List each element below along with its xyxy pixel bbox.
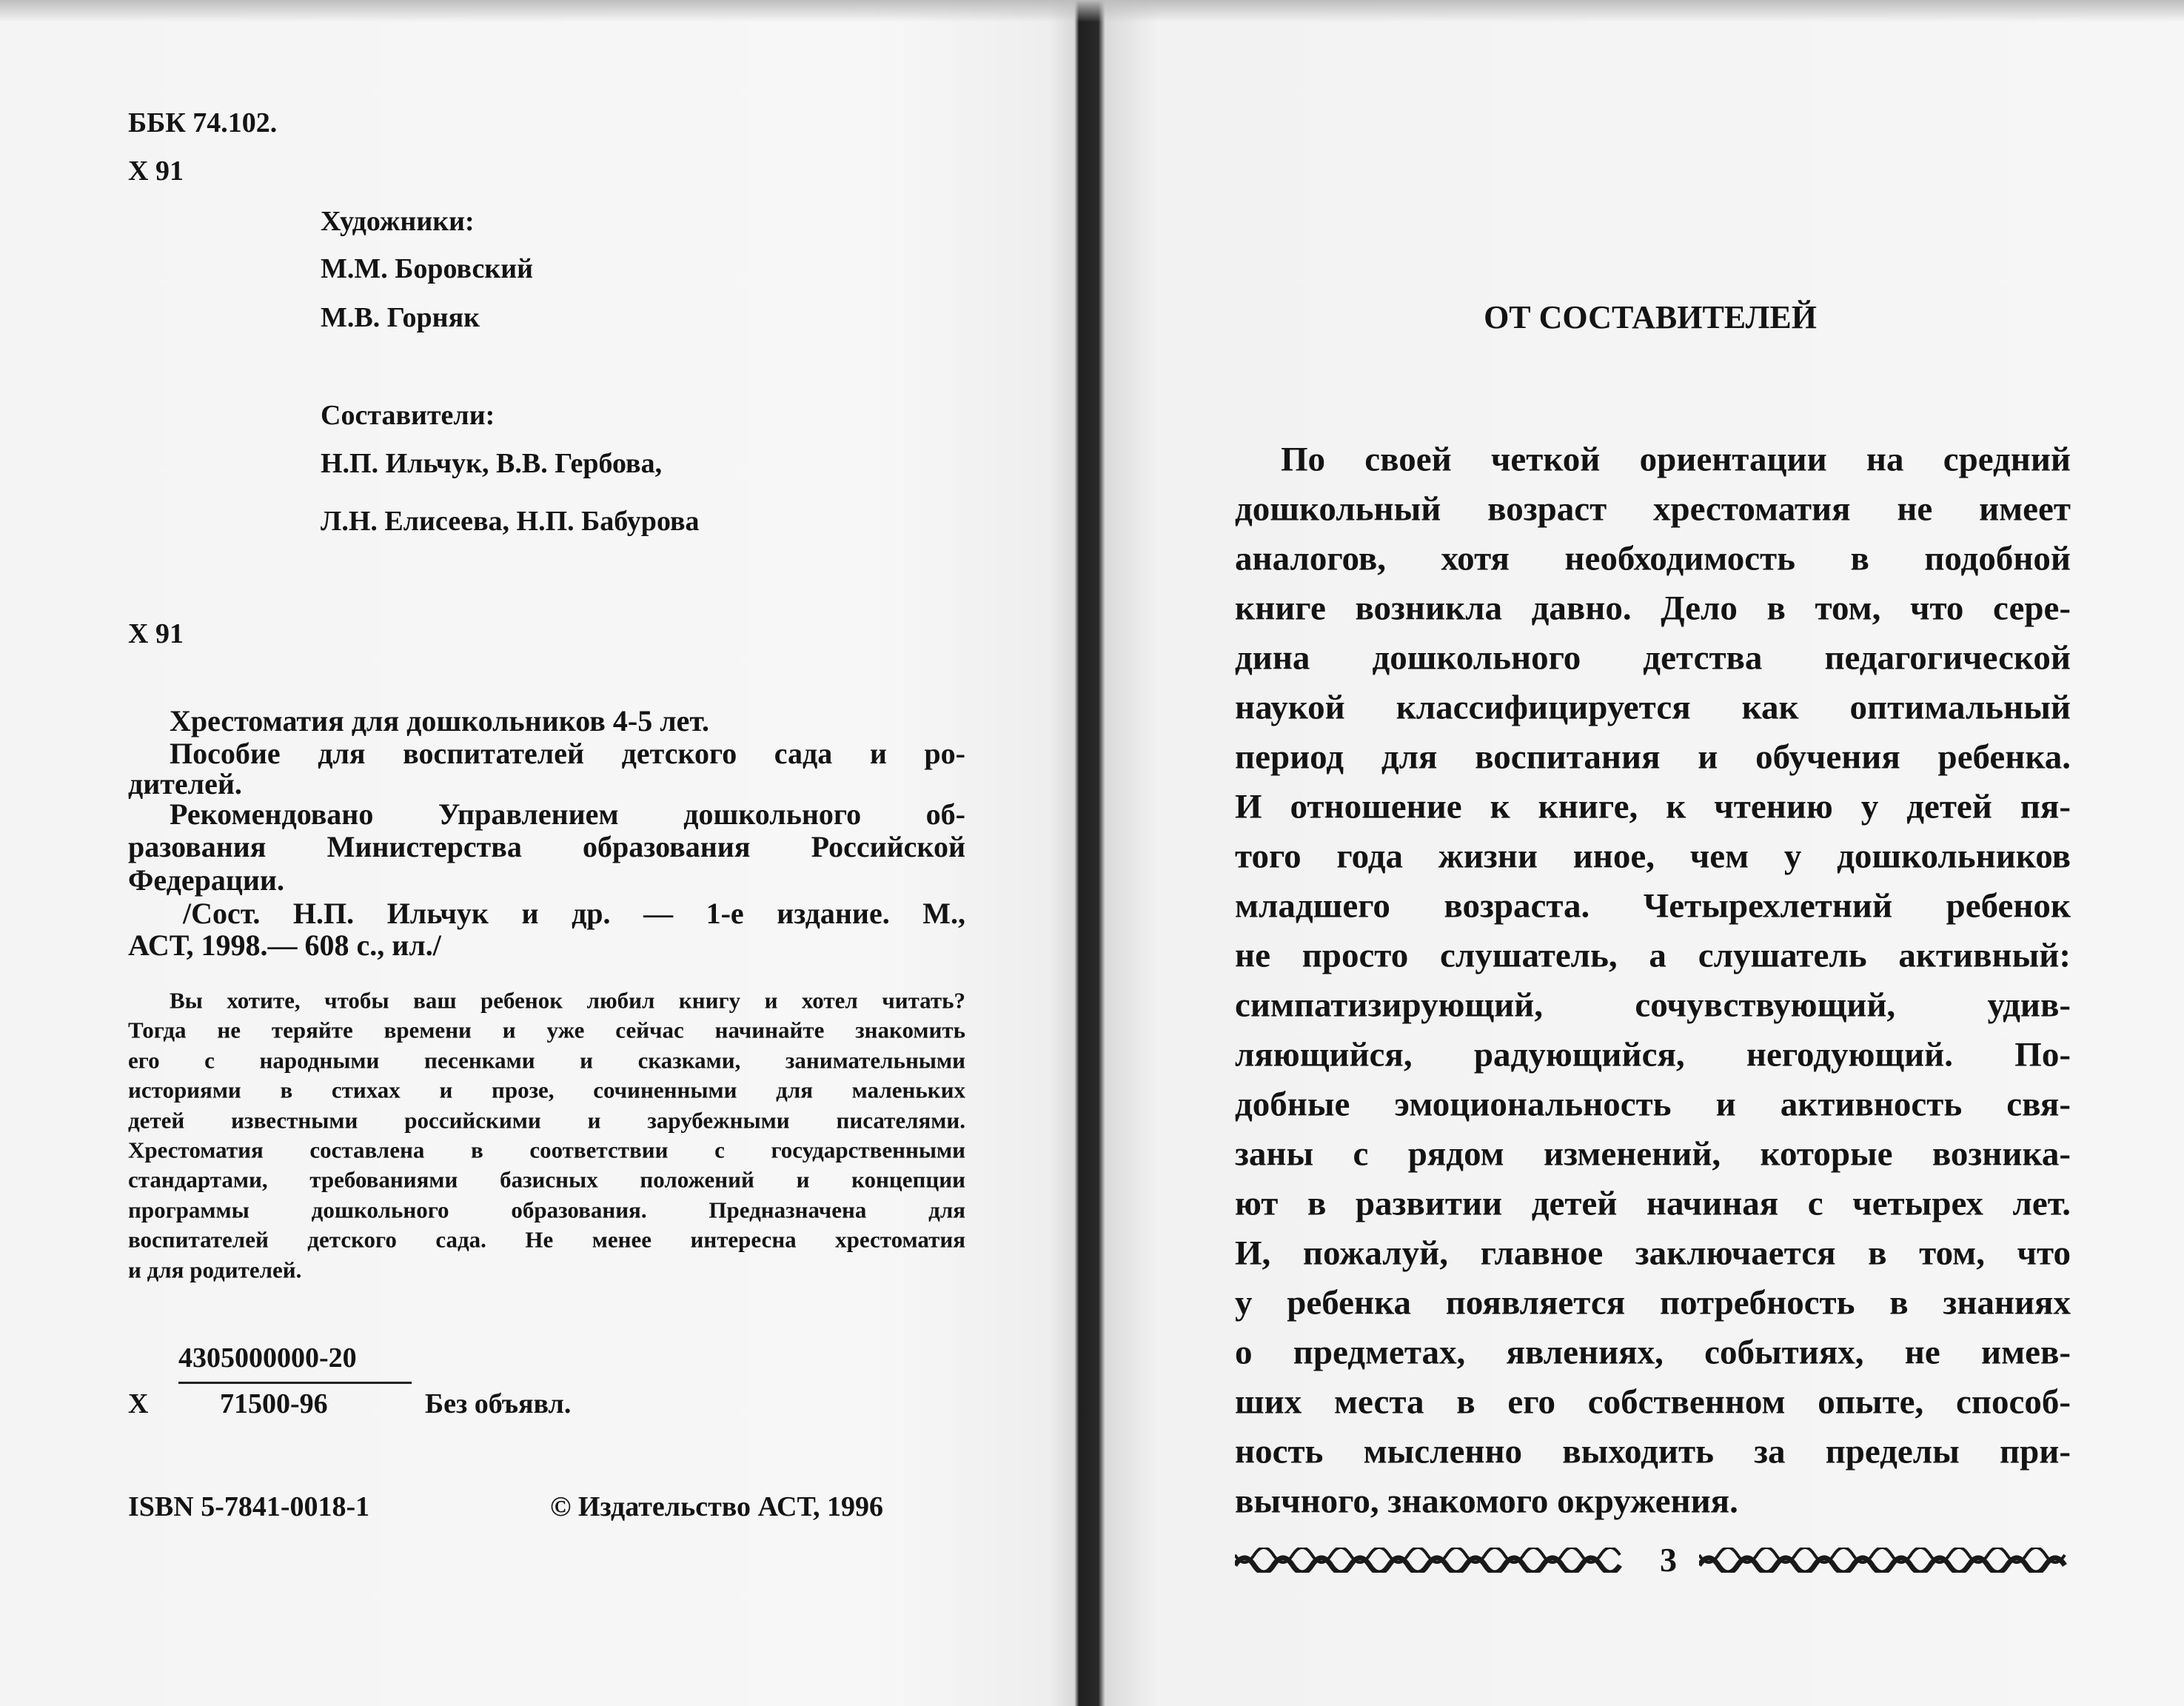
text-line: дошкольный возраст хрестоматия не имеет bbox=[1235, 489, 2071, 529]
text-line: у ребенка появляется потребность в знаниях bbox=[1235, 1283, 2071, 1322]
text-line: ют в развитии детей начиная с четырех лет. bbox=[1235, 1184, 2071, 1223]
compilers-line: Н.П. Ильчук, В.В. Гербова, bbox=[321, 448, 663, 479]
text-line: наукой классифицируется как оптимальный bbox=[1235, 688, 2071, 727]
fraction-line bbox=[178, 1382, 412, 1384]
author-mark-mid: Х 91 bbox=[128, 618, 184, 649]
text-line: Пособие для воспитателей детского сада и ро- bbox=[170, 737, 965, 770]
text-line: Хрестоматия для дошкольников 4-5 лет. bbox=[170, 704, 710, 737]
ornament-right-icon bbox=[1699, 1548, 2071, 1573]
text-line: его с народными песенками и сказками, занимательными bbox=[128, 1047, 965, 1074]
text-line: /Сост. Н.П. Ильчук и др. — 1-е издание. М., bbox=[183, 897, 965, 930]
artist-name: М.М. Боровский bbox=[321, 253, 534, 284]
text-line: младшего возраста. Четырехлетний ребенок bbox=[1235, 886, 2071, 926]
text-line: книге возникла давно. Дело в том, что сере- bbox=[1235, 589, 2071, 628]
text-line: аналогов, хотя необходимость в подобной bbox=[1235, 539, 2071, 578]
text-line: Хрестоматия составлена в соответствии с государственными bbox=[128, 1137, 965, 1163]
bbk-code: ББК 74.102. bbox=[128, 107, 278, 138]
text-line: ших места в его собственном опыте, способ- bbox=[1235, 1382, 2071, 1422]
text-line: того года жизни иное, чем у дошкольников bbox=[1235, 837, 2071, 876]
text-line: АСТ, 1998.— 608 с., ил./ bbox=[128, 929, 441, 962]
text-line: вычного, знакомого окружения. bbox=[1235, 1482, 1738, 1521]
text-line: Тогда не теряйте времени и уже сейчас начинайте знакомить bbox=[128, 1017, 965, 1043]
artists-label: Художники: bbox=[321, 206, 475, 237]
text-line: стандартами, требованиями базисных положений и концепции bbox=[128, 1166, 965, 1193]
text-line: программы дошкольного образования. Предназначена для bbox=[128, 1197, 965, 1223]
text-line: заны с рядом изменений, которые возника- bbox=[1235, 1134, 2071, 1174]
text-line: И отношение к книге, к чтению у детей пя- bbox=[1235, 787, 2071, 826]
artist-name: М.В. Горняк bbox=[321, 302, 480, 333]
index-numerator: 4305000000-20 bbox=[178, 1342, 357, 1374]
text-line: добные эмоциональность и активность свя- bbox=[1235, 1085, 2071, 1124]
text-line: детей известными российскими и зарубежными писателями. bbox=[128, 1107, 965, 1134]
compilers-label: Составители: bbox=[321, 400, 495, 431]
section-heading: ОТ СОСТАВИТЕЛЕЙ bbox=[1484, 299, 1817, 335]
ornament-left-icon bbox=[1235, 1548, 1622, 1573]
text-line: ность мысленно выходить за пределы при- bbox=[1235, 1432, 2071, 1471]
no-ad-note: Без объявл. bbox=[425, 1388, 572, 1419]
scan-shadow bbox=[0, 0, 2184, 22]
text-line: о предметах, явлениях, событиях, не имев- bbox=[1235, 1333, 2071, 1372]
text-line: И, пожалуй, главное заключается в том, что bbox=[1235, 1234, 2071, 1273]
text-line: историями в стихах и прозе, сочиненными для маленьких bbox=[128, 1077, 965, 1103]
copyright: © Издательство АСТ, 1996 bbox=[550, 1491, 884, 1522]
index-denominator: 71500-96 bbox=[220, 1388, 328, 1419]
text-line: По своей четкой ориентации на средний bbox=[1281, 440, 2071, 479]
index-letter: Х bbox=[128, 1388, 149, 1419]
text-line: Вы хотите, чтобы ваш ребенок любил книгу и хотел читать? bbox=[170, 987, 965, 1014]
text-line: период для воспитания и обучения ребенка. bbox=[1235, 737, 2071, 777]
text-line: Федерации. bbox=[128, 863, 284, 897]
text-line: симпатизирующий, сочувствующий, удив- bbox=[1235, 986, 2071, 1025]
text-line: дителей. bbox=[128, 767, 242, 800]
text-line: ляющийся, радующийся, негодующий. По- bbox=[1235, 1035, 2071, 1074]
text-line: не просто слушатель, а слушатель активный: bbox=[1235, 936, 2071, 975]
page-number: 3 bbox=[1660, 1541, 1677, 1579]
isbn: ISBN 5-7841-0018-1 bbox=[128, 1491, 370, 1522]
text-line: дина дошкольного детства педагогической bbox=[1235, 638, 2071, 678]
text-line: разования Министерства образования Российской bbox=[128, 830, 965, 863]
text-line: и для родителей. bbox=[128, 1257, 302, 1283]
author-mark-top: Х 91 bbox=[128, 155, 184, 187]
text-line: Рекомендовано Управлением дошкольного об- bbox=[170, 797, 965, 831]
text-line: воспитателей детского сада. Не менее интересна хрестоматия bbox=[128, 1226, 965, 1253]
compilers-line: Л.Н. Елисеева, Н.П. Бабурова bbox=[321, 506, 700, 537]
